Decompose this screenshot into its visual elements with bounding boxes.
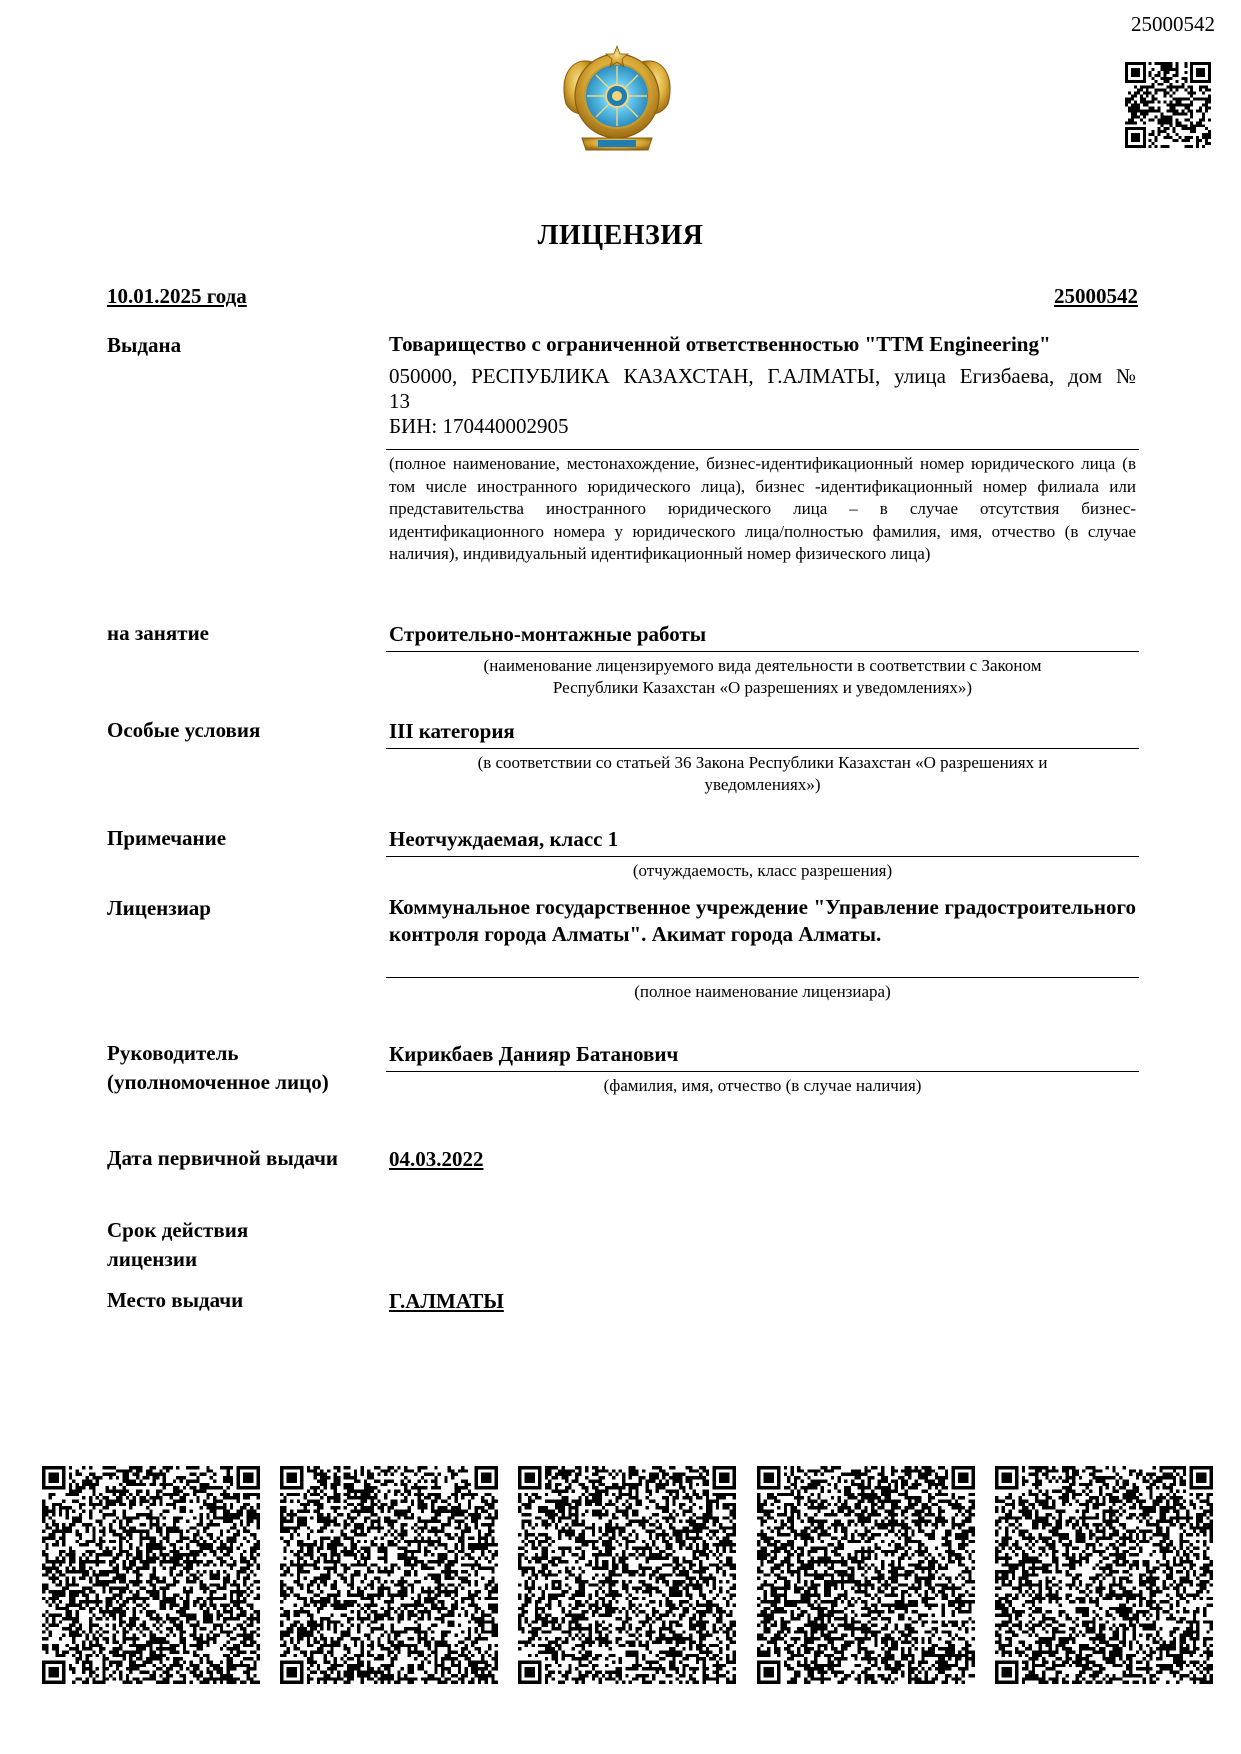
issue-date: 10.01.2025 года bbox=[107, 284, 247, 308]
divider bbox=[386, 748, 1139, 749]
conditions-label: Особые условия bbox=[107, 718, 261, 742]
divider bbox=[386, 651, 1139, 652]
activity-hint-line-1: (наименование лицензируемого вида деятельности в соответствии с Законом bbox=[483, 656, 1042, 675]
address-line-2: 13 bbox=[389, 389, 410, 413]
address-line-1: 050000, РЕСПУБЛИКА КАЗАХСТАН, Г.АЛМАТЫ, улица Егизбаева, дом № bbox=[389, 364, 1136, 388]
qr-code-icon bbox=[757, 1466, 975, 1684]
issued-to-address bbox=[389, 364, 1136, 439]
divider bbox=[386, 856, 1139, 857]
head-value: Кирикбаев Данияр Батанович bbox=[389, 1042, 679, 1066]
head-label bbox=[107, 1039, 387, 1097]
issued-to-hint: (полное наименование, местонахождение, бизнес-идентификационный номер юридического лица (в том числе иностранного юридического лица), бизнес -идентификационный номер филиала или представительства иностранного юридического лица – в случае отсутствия бизнес-идентификационного номера у юридического лица/полностью фамилия, имя, отчество (в случае наличия), индивидуальный идентификационный номер физического лица) bbox=[389, 454, 1136, 563]
activity-hint-line-2: Республики Казахстан «О разрешениях и уведомлениях») bbox=[552, 678, 973, 697]
qr-code-icon bbox=[518, 1466, 736, 1684]
note-label: Примечание bbox=[107, 826, 227, 850]
note-hint: (отчуждаемость, класс разрешения) bbox=[632, 861, 893, 880]
issued-to-label: Выдана bbox=[107, 333, 182, 357]
first-issue-value: 04.03.2022 bbox=[389, 1147, 484, 1171]
activity-value: Строительно-монтажные работы bbox=[389, 622, 707, 646]
state-emblem-icon bbox=[552, 34, 682, 164]
qr-code-icon bbox=[280, 1466, 498, 1684]
bin-value: БИН: 170440002905 bbox=[389, 414, 569, 438]
activity-label: на занятие bbox=[107, 621, 209, 645]
head-label-line-2: (уполномоченное лицо) bbox=[107, 1070, 329, 1094]
qr-code-icon bbox=[995, 1466, 1213, 1684]
validity-label bbox=[107, 1216, 387, 1274]
license-number: 25000542 bbox=[1054, 284, 1138, 308]
conditions-hint-line-2: уведомлениях») bbox=[704, 775, 821, 794]
note-value: Неотчуждаемая, класс 1 bbox=[389, 827, 619, 851]
head-hint: (фамилия, имя, отчество (в случае наличия) bbox=[603, 1076, 922, 1095]
conditions-hint bbox=[389, 752, 1136, 796]
place-value: Г.АЛМАТЫ bbox=[389, 1289, 504, 1313]
conditions-value: III категория bbox=[389, 719, 515, 743]
divider bbox=[386, 449, 1139, 450]
page-title: ЛИЦЕНЗИЯ bbox=[537, 220, 704, 251]
head-label-line-1: Руководитель bbox=[107, 1041, 239, 1065]
conditions-hint-line-1: (в соответствии со статьей 36 Закона Республики Казахстан «О разрешениях и bbox=[477, 753, 1048, 772]
validity-label-line-1: Срок действия bbox=[107, 1218, 249, 1242]
first-issue-label: Дата первичной выдачи bbox=[107, 1146, 339, 1170]
licensor-label: Лицензиар bbox=[107, 896, 211, 920]
divider bbox=[386, 977, 1139, 978]
activity-hint bbox=[389, 655, 1136, 699]
place-label: Место выдачи bbox=[107, 1288, 244, 1312]
document-number-top: 25000542 bbox=[1131, 12, 1215, 36]
issued-to-name: Товарищество с ограниченной ответственностью "TTM Engineering" bbox=[389, 332, 1051, 356]
licensor-value: Коммунальное государственное учреждение "Управление градостроительного контроля города Алматы". Акимат города Алматы. bbox=[389, 895, 1136, 946]
divider bbox=[386, 1071, 1139, 1072]
qr-code-icon bbox=[42, 1466, 260, 1684]
qr-code-icon bbox=[1125, 62, 1211, 148]
validity-label-line-2: лицензии bbox=[107, 1247, 198, 1271]
licensor-hint: (полное наименование лицензиара) bbox=[634, 982, 891, 1001]
